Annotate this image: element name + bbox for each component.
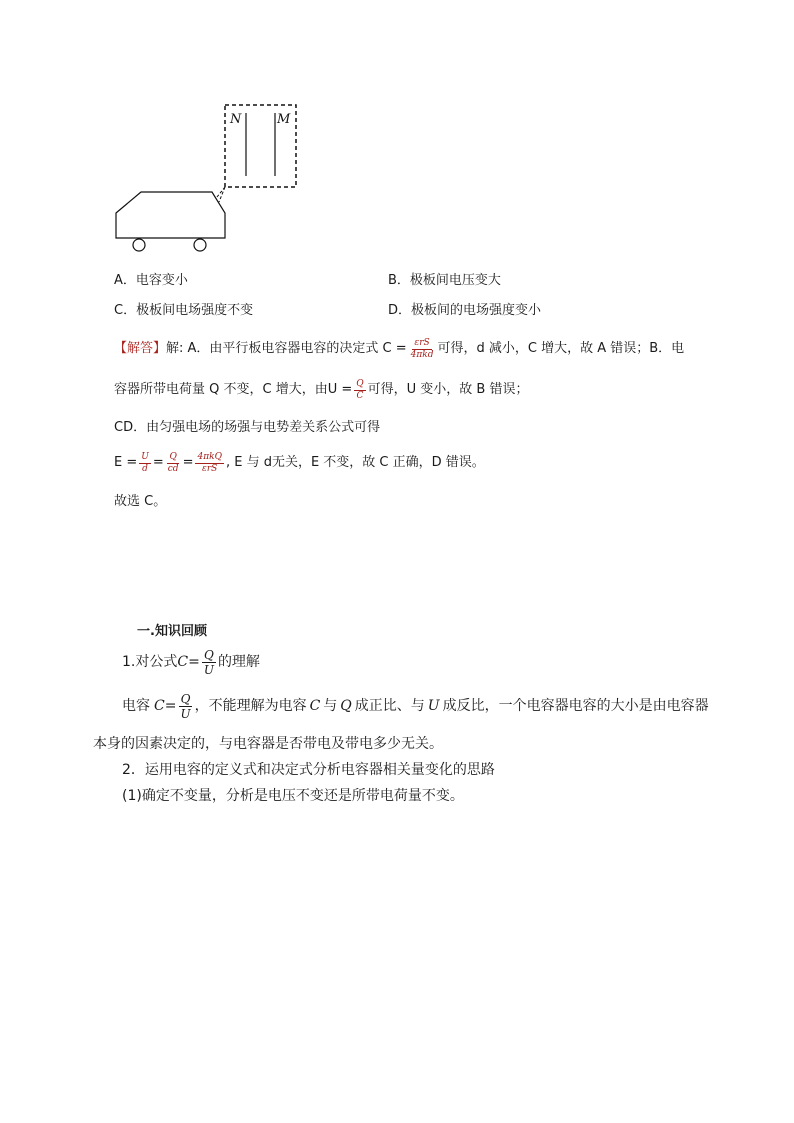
review-item-1	[122, 645, 260, 679]
equals-sign: =	[152, 455, 164, 470]
review-p1-text-a: 电容	[122, 698, 150, 714]
option-b: B．极板间电压变大	[388, 273, 501, 288]
fraction-q-over-cd	[166, 453, 181, 474]
answer-line-3: CD．由匀强电场的场强与电势差关系公式可得	[114, 420, 381, 435]
answer-text-2a: 容器所带电荷量 Q 不变，C 增大，由U =	[114, 382, 353, 397]
leader-line-1	[217, 187, 225, 197]
fraction-numerator: Q	[180, 691, 191, 706]
label-n: N	[230, 112, 242, 127]
fraction-q-over-u	[202, 649, 216, 676]
fraction-numerator: εrS	[414, 337, 430, 348]
review-p1-text-b2: 与	[323, 698, 338, 714]
answer-line-2	[114, 374, 528, 406]
answer-text-4a: E =	[114, 455, 138, 470]
fraction-numerator: U	[141, 451, 149, 462]
formula-c-equals: C=	[154, 698, 177, 714]
fraction-epsilon-s-over-4pikd	[409, 339, 436, 360]
review-p1-text-b4: 成反比，一个电容器电容的大小是由电容器	[442, 698, 709, 714]
fraction-denominator: cd	[167, 463, 179, 474]
review-p1-text-b3: 成正比、与	[354, 698, 425, 714]
fraction-denominator: εrS	[202, 463, 218, 474]
fraction-denominator: U	[203, 662, 214, 677]
fraction-denominator: U	[180, 706, 191, 721]
review-p1-text-b1: ，不能理解为电容	[194, 698, 307, 714]
review-item-2: 2．运用电容的定义式和决定式分析电容器相关量变化的思路	[122, 762, 495, 778]
answer-line-1	[114, 333, 684, 365]
answer-text-1a: 解: A．由平行板电容器电容的决定式 C =	[166, 341, 407, 356]
answer-text-2b: 可得，U 变小，故 B 错误；	[367, 382, 529, 397]
fraction-numerator: Q	[203, 647, 214, 662]
answer-text-4b: , E 与 d无关，E 不变，故 C 正确，D 错误。	[225, 455, 485, 470]
answer-line-5: 故选 C。	[114, 494, 167, 509]
section-heading: 一.知识回顾	[137, 624, 207, 639]
fraction-u-over-d	[139, 453, 151, 474]
symbol-u: U	[427, 698, 440, 714]
option-d: D．极板间的电场强度变小	[388, 303, 542, 318]
fraction-numerator: 4πkQ	[197, 451, 222, 462]
option-c: C．极板间电场强度不变	[114, 303, 254, 318]
fraction-numerator: Q	[169, 451, 177, 462]
answer-line-4	[114, 446, 485, 480]
fraction-4pikq-over-epsilon-s	[195, 453, 223, 474]
formula-c-equals: C=	[177, 654, 200, 670]
symbol-c: C	[309, 698, 321, 714]
wheel-rear	[133, 239, 145, 251]
fraction-denominator: d	[142, 463, 148, 474]
fraction-denominator: C	[356, 390, 364, 401]
symbol-q: Q	[340, 698, 352, 714]
car-capacitor-figure	[100, 95, 310, 259]
review-paragraph-line-1	[122, 689, 709, 723]
car-diagram	[100, 95, 310, 255]
car-body	[116, 192, 225, 238]
wheel-front	[194, 239, 206, 251]
fraction-q-over-u	[178, 693, 192, 720]
fraction-numerator: Q	[356, 378, 364, 389]
answer-tag: 【解答】	[114, 341, 167, 356]
review-paragraph-line-2: 本身的因素决定的，与电容器是否带电及带电多少无关。	[93, 736, 443, 752]
leader-line-2	[219, 187, 225, 202]
equals-sign: =	[182, 455, 194, 470]
fraction-q-over-c	[354, 380, 365, 401]
fraction-denominator: 4πkd	[410, 349, 434, 360]
review-item-2-1: (1)确定不变量，分析是电压不变还是所带电荷量不变。	[122, 788, 464, 804]
review-item-1-text-b: 的理解	[217, 654, 260, 670]
review-item-1-text-a: 1.对公式	[122, 654, 178, 670]
answer-text-1b: 可得，d 减小，C 增大，故 A 错误；B．电	[437, 341, 685, 356]
label-m: M	[277, 112, 291, 127]
option-a: A．电容变小	[114, 273, 188, 288]
